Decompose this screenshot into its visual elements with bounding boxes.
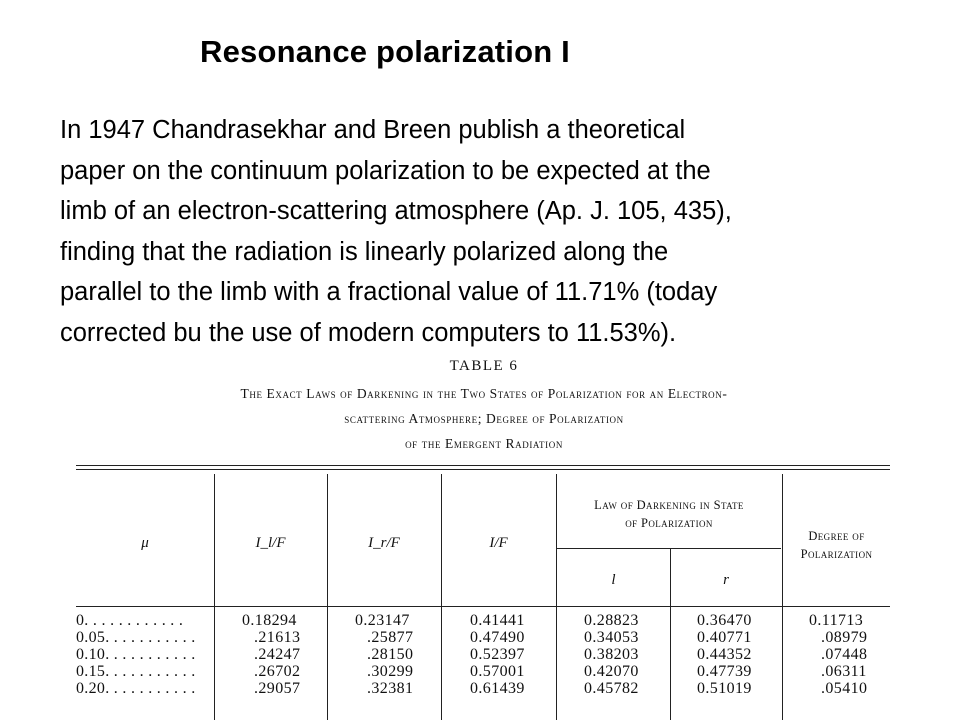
- table-row: [76, 646, 890, 664]
- table-top-rule: [76, 465, 890, 466]
- cell-l: 0.45782: [584, 680, 639, 697]
- cell-mu: 0.10. . . . . . . . . . .: [76, 646, 196, 663]
- cell-p: .06311: [821, 663, 867, 680]
- cell-mu: 0.20. . . . . . . . . . .: [76, 680, 196, 697]
- table-row: [76, 680, 890, 698]
- cell-i: 0.57001: [470, 663, 525, 680]
- paragraph-line: limb of an electron-scattering atmosphere (Ap. J. 105, 435),: [60, 197, 732, 225]
- cell-p: .07448: [821, 646, 868, 663]
- header-mu: μ: [141, 535, 149, 551]
- cell-l: 0.28823: [584, 612, 639, 629]
- table-row: [76, 663, 890, 681]
- cell-il: .29057: [254, 680, 301, 697]
- cell-mu: 0.05. . . . . . . . . . .: [76, 629, 196, 646]
- cell-il: .21613: [254, 629, 301, 646]
- cell-ir: .30299: [367, 663, 414, 680]
- cell-p: .08979: [821, 629, 868, 646]
- cell-i: 0.41441: [470, 612, 525, 629]
- header-i: I/F: [489, 535, 508, 551]
- header-law-of-darkening: Law of Darkening in State: [594, 498, 744, 512]
- table-subheader-rule: [557, 548, 781, 549]
- paragraph-line: paper on the continuum polarization to be expected at the: [60, 156, 711, 185]
- cell-ir: .25877: [367, 629, 414, 646]
- table-label: TABLE 6: [449, 358, 519, 374]
- cell-mu: 0.15. . . . . . . . . . .: [76, 663, 196, 680]
- cell-i: 0.61439: [470, 680, 525, 697]
- table-row: [76, 612, 890, 630]
- slide-title: Resonance polarization I: [200, 34, 570, 69]
- paragraph-line: finding that the radiation is linearly polarized along the: [60, 237, 669, 266]
- header-degree-of-polarization: Polarization: [800, 547, 873, 561]
- paragraph-line: parallel to the limb with a fractional value of 11.71% (today: [60, 278, 718, 306]
- table-row: [76, 629, 890, 647]
- header-degree-of-polarization: Degree of: [808, 529, 865, 543]
- header-il: I_l/F: [255, 535, 286, 551]
- cell-l: 0.42070: [584, 663, 639, 680]
- table-caption-line: The Exact Laws of Darkening in the Two States of Polarization for an Electron-: [240, 386, 728, 401]
- cell-il: .26702: [254, 663, 301, 680]
- cell-l: 0.38203: [584, 646, 639, 663]
- header-law-of-darkening: of Polarization: [625, 516, 713, 530]
- cell-p: 0.11713: [809, 612, 864, 629]
- cell-r: 0.36470: [697, 612, 752, 629]
- cell-ir: .28150: [367, 646, 414, 663]
- cell-r: 0.40771: [697, 629, 752, 646]
- cell-ir: 0.23147: [355, 612, 410, 629]
- header-r: r: [723, 572, 729, 588]
- table-header-rule: [76, 606, 890, 607]
- cell-r: 0.47739: [697, 663, 752, 680]
- header-l: l: [611, 572, 616, 588]
- paragraph-line: In 1947 Chandrasekhar and Breen publish a theoretical: [60, 116, 686, 144]
- paragraph-line: corrected bu the use of modern computers to 11.53%).: [60, 318, 677, 347]
- cell-mu: 0. . . . . . . . . . . .: [76, 612, 184, 629]
- table-caption-line: of the Emergent Radiation: [405, 436, 563, 451]
- cell-i: 0.52397: [470, 646, 525, 663]
- cell-i: 0.47490: [470, 629, 525, 646]
- slide-paragraph: [60, 110, 940, 353]
- table-top-rule: [76, 469, 890, 470]
- cell-il: 0.18294: [242, 612, 297, 629]
- table-caption-line: scattering Atmosphere; Degree of Polarization: [344, 411, 624, 426]
- cell-r: 0.51019: [697, 680, 752, 697]
- cell-il: .24247: [254, 646, 301, 663]
- cell-p: .05410: [821, 680, 868, 697]
- cell-ir: .32381: [367, 680, 414, 697]
- cell-r: 0.44352: [697, 646, 752, 663]
- cell-l: 0.34053: [584, 629, 639, 646]
- header-ir: I_r/F: [368, 535, 400, 551]
